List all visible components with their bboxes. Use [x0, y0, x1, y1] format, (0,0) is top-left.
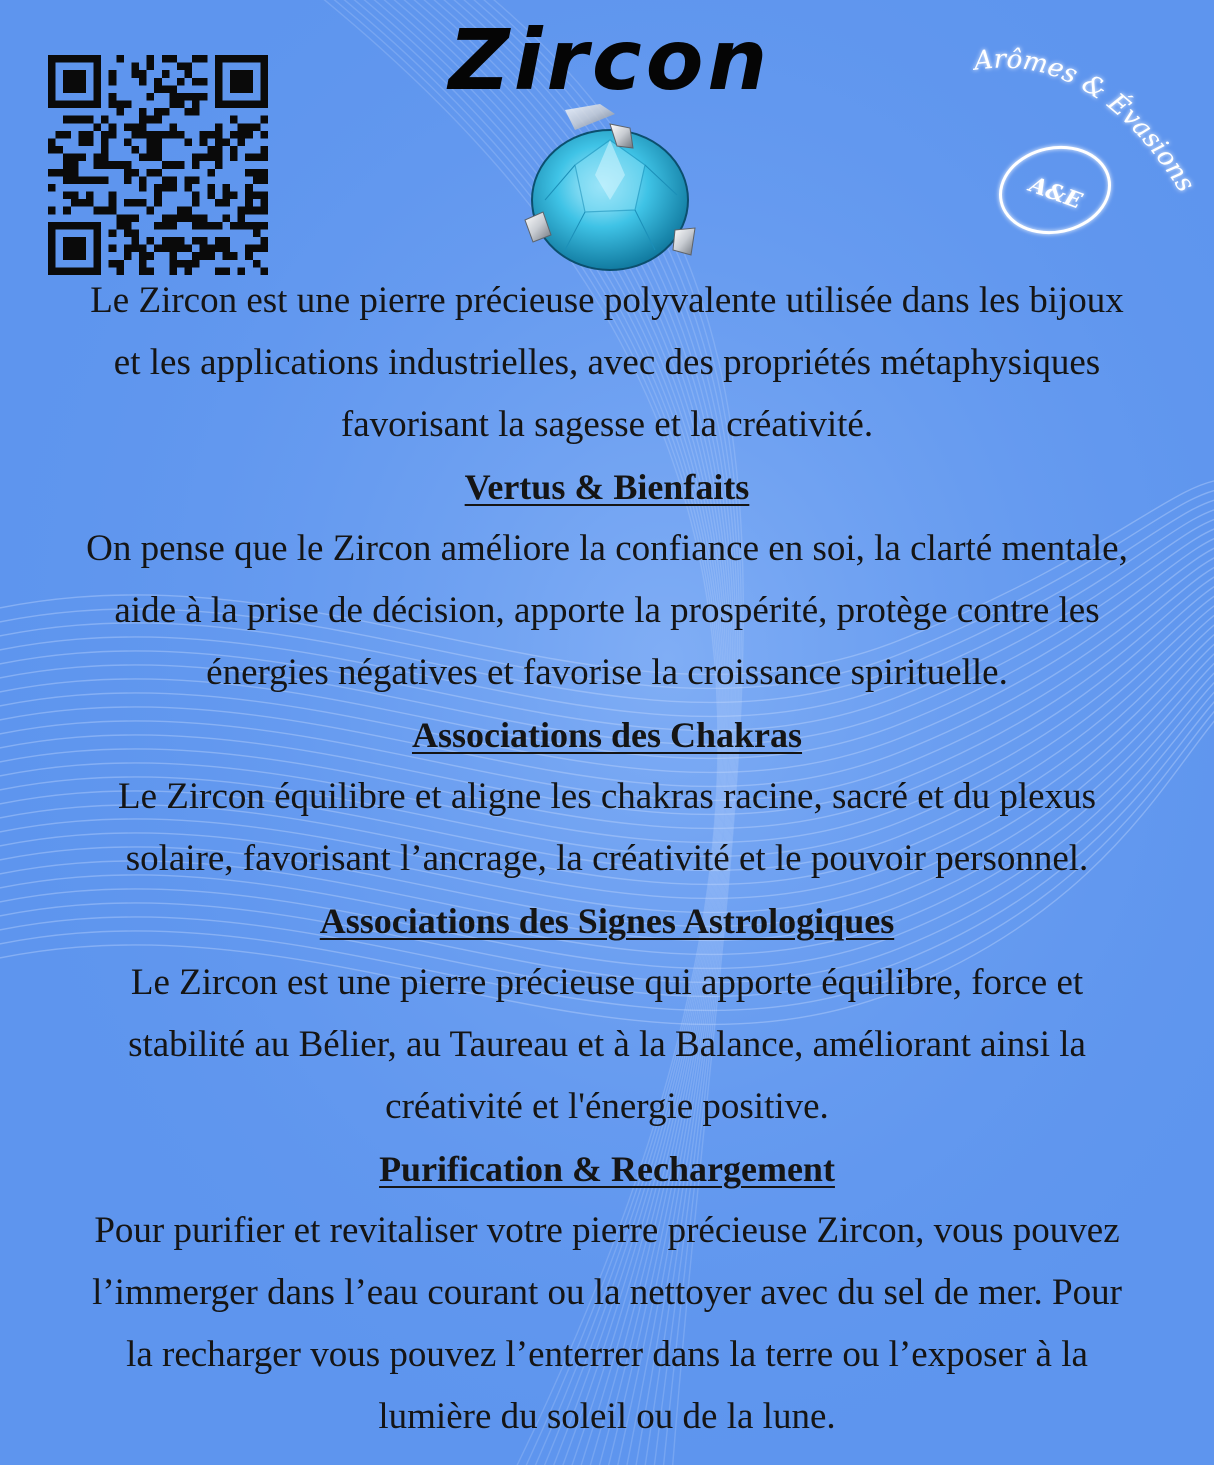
text-line: aide à la prise de décision, apporte la prospérité, protège contre les	[114, 590, 1100, 631]
section-heading: Purification & Rechargement	[379, 1149, 835, 1189]
purification-paragraph	[0, 1200, 1214, 1448]
section-heading: Associations des Chakras	[411, 715, 803, 755]
section-heading: Associations des Signes Astrologiques	[319, 901, 895, 941]
intro-section	[0, 270, 1214, 456]
astrology-section	[0, 890, 1214, 1138]
logo-brand-text: Arômes & Évasions	[972, 44, 1201, 198]
page-title: Zircon	[448, 11, 772, 109]
astrology-paragraph	[0, 952, 1214, 1138]
intro-paragraph	[0, 270, 1214, 456]
virtues-paragraph	[0, 518, 1214, 704]
text-line: et les applications industrielles, avec des propriétés métaphysiques	[113, 342, 1101, 383]
brand-logo	[955, 30, 1210, 260]
content-body	[0, 270, 1214, 1448]
text-line: On pense que le Zircon améliore la confiance en soi, la clarté mentale,	[86, 528, 1128, 569]
text-line: lumière du soleil ou de la lune.	[378, 1396, 836, 1437]
purification-section	[0, 1138, 1214, 1448]
text-line: énergies négatives et favorise la croissance spirituelle.	[206, 652, 1008, 693]
text-line: Le Zircon est une pierre précieuse qui apporte équilibre, force et	[130, 962, 1084, 1003]
section-heading: Vertus & Bienfaits	[464, 467, 750, 507]
virtues-section	[0, 456, 1214, 704]
text-line: Le Zircon est une pierre précieuse polyvalente utilisée dans les bijoux	[90, 280, 1124, 321]
text-line: créativité et l'énergie positive.	[385, 1086, 829, 1127]
qr-code-icon[interactable]	[48, 55, 268, 275]
text-line: Pour purifier et revitaliser votre pierre précieuse Zircon, vous pouvez	[94, 1210, 1120, 1251]
chakras-section	[0, 704, 1214, 890]
text-line: stabilité au Bélier, au Taureau et à la Balance, améliorant ainsi la	[128, 1024, 1086, 1065]
text-line: l’immerger dans l’eau courant ou la nettoyer avec du sel de mer. Pour	[92, 1272, 1122, 1313]
text-line: Le Zircon équilibre et aligne les chakras racine, sacré et du plexus	[117, 776, 1096, 817]
text-line: la recharger vous pouvez l’enterrer dans la terre ou l’exposer à la	[126, 1334, 1088, 1375]
zircon-gem-image	[505, 100, 715, 280]
text-line: solaire, favorisant l’ancrage, la créativité et le pouvoir personnel.	[125, 838, 1089, 879]
logo-monogram: A&E	[1026, 171, 1086, 215]
chakras-paragraph	[0, 766, 1214, 890]
text-line: favorisant la sagesse et la créativité.	[340, 404, 874, 445]
